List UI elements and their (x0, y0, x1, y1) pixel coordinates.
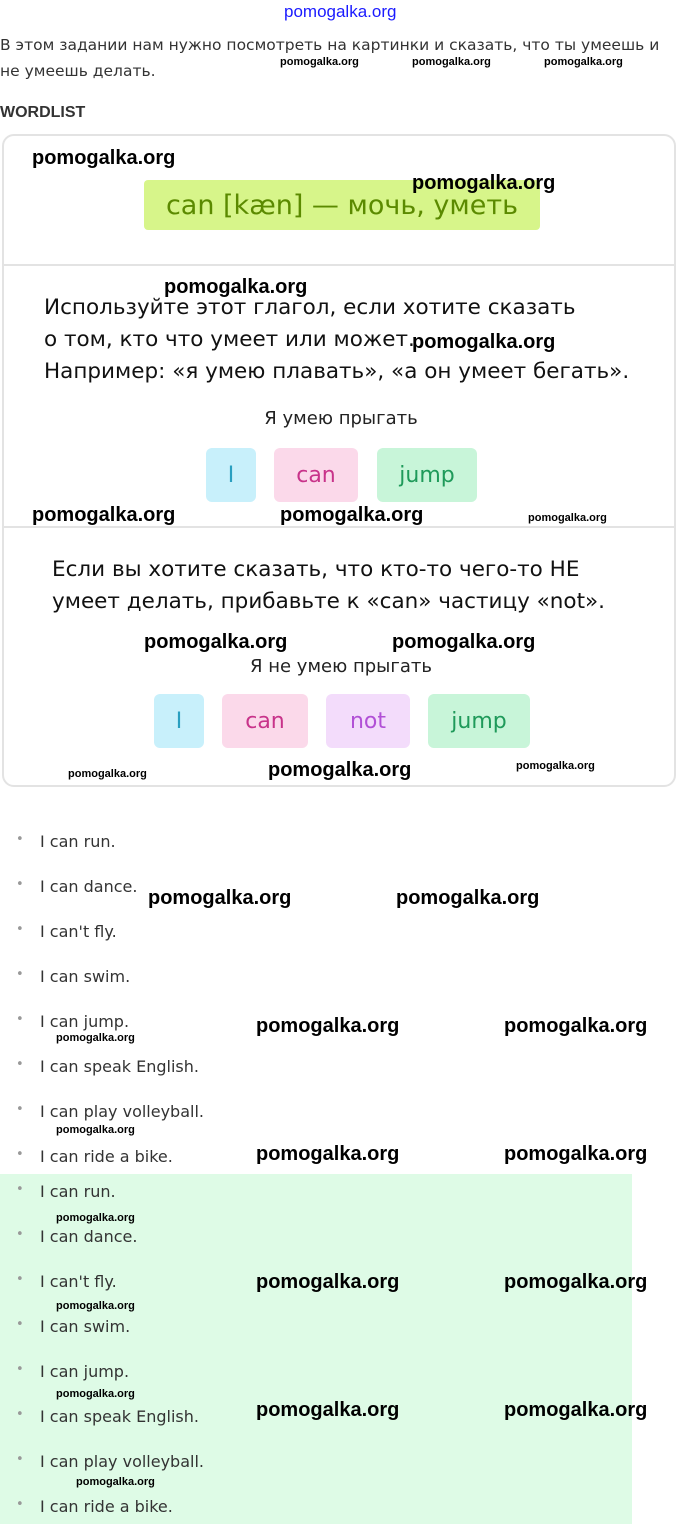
watermark: pomogalka.org (392, 631, 536, 653)
watermark: pomogalka.org (280, 56, 359, 68)
watermark: pomogalka.org (544, 56, 623, 68)
list-item: • I can dance. (40, 877, 137, 896)
explanation-line-3: Например: «я умею плавать», «а он умеет бегать». (44, 359, 630, 384)
word-chip-jump: jump (428, 694, 530, 748)
watermark: pomogalka.org (412, 331, 556, 353)
divider (4, 264, 674, 266)
watermark: pomogalka.org (76, 1476, 155, 1488)
watermark: pomogalka.org (516, 760, 595, 772)
list-item: • I can speak English. (40, 1407, 199, 1426)
watermark: pomogalka.org (504, 1271, 648, 1293)
explanation-line-1: Используйте этот глагол, если хотите сказать (44, 295, 576, 320)
watermark: pomogalka.org (56, 1212, 135, 1224)
word-chip-i: I (206, 448, 256, 502)
list-item: • I can swim. (40, 967, 130, 986)
list-item: • I can jump. (40, 1362, 129, 1381)
watermark: pomogalka.org (412, 56, 491, 68)
watermark: pomogalka.org (256, 1143, 400, 1165)
list-item: • I can ride a bike. (40, 1147, 173, 1166)
list-item: • I can play volleyball. (40, 1452, 204, 1471)
word-chip-i: I (154, 694, 204, 748)
watermark: pomogalka.org (528, 512, 607, 524)
list-item: • I can jump. (40, 1012, 129, 1031)
list-item: • I can run. (40, 832, 116, 851)
watermark: pomogalka.org (412, 172, 556, 194)
list-item: • I can play volleyball. (40, 1102, 204, 1121)
example1-caption: Я умею прыгать (264, 408, 418, 429)
intro-line-1: В этом задании нам нужно посмотреть на картинки и сказать, что ты умеешь и (0, 36, 660, 54)
watermark: pomogalka.org (280, 504, 424, 526)
explanation-line-2: о том, кто что умеет или может. (44, 327, 415, 352)
watermark: pomogalka.org (256, 1399, 400, 1421)
watermark: pomogalka.org (164, 276, 308, 298)
list-item: • I can't fly. (40, 922, 117, 941)
watermark: pomogalka.org (56, 1300, 135, 1312)
word-chip-jump: jump (377, 448, 477, 502)
watermark: pomogalka.org (504, 1143, 648, 1165)
watermark: pomogalka.org (396, 887, 540, 909)
watermark: pomogalka.org (56, 1388, 135, 1400)
watermark: pomogalka.org (256, 1015, 400, 1037)
site-link[interactable]: pomogalka.org (284, 2, 397, 21)
watermark: pomogalka.org (56, 1032, 135, 1044)
list-item: • I can't fly. (40, 1272, 117, 1291)
watermark: pomogalka.org (504, 1015, 648, 1037)
watermark: pomogalka.org (68, 768, 147, 780)
intro-line-2: не умеешь делать. (0, 62, 156, 80)
list-item: • I can dance. (40, 1227, 137, 1246)
word-chip-can: can (222, 694, 308, 748)
watermark: pomogalka.org (256, 1271, 400, 1293)
negation-line-1: Если вы хотите сказать, что кто-то чего-то НЕ (52, 557, 580, 582)
watermark: pomogalka.org (32, 504, 176, 526)
list-item: • I can speak English. (40, 1057, 199, 1076)
wordlist-heading: WORDLIST (0, 104, 86, 121)
watermark: pomogalka.org (32, 147, 176, 169)
negation-line-2: умеет делать, прибавьте к «can» частицу «not». (52, 589, 605, 614)
list-item: • I can ride a bike. (40, 1497, 173, 1516)
negation-text (52, 554, 605, 618)
list-item: • I can swim. (40, 1317, 130, 1336)
watermark: pomogalka.org (504, 1399, 648, 1421)
headword-badge: can [kæn] — мочь, уметь (144, 180, 540, 230)
word-chip-not: not (326, 694, 410, 748)
example2-caption: Я не умею прыгать (250, 656, 432, 677)
watermark: pomogalka.org (268, 759, 412, 781)
watermark: pomogalka.org (148, 887, 292, 909)
word-chip-can: can (274, 448, 358, 502)
watermark: pomogalka.org (56, 1124, 135, 1136)
list-item: • I can run. (40, 1182, 116, 1201)
watermark: pomogalka.org (144, 631, 288, 653)
wordlist-card (2, 134, 676, 787)
